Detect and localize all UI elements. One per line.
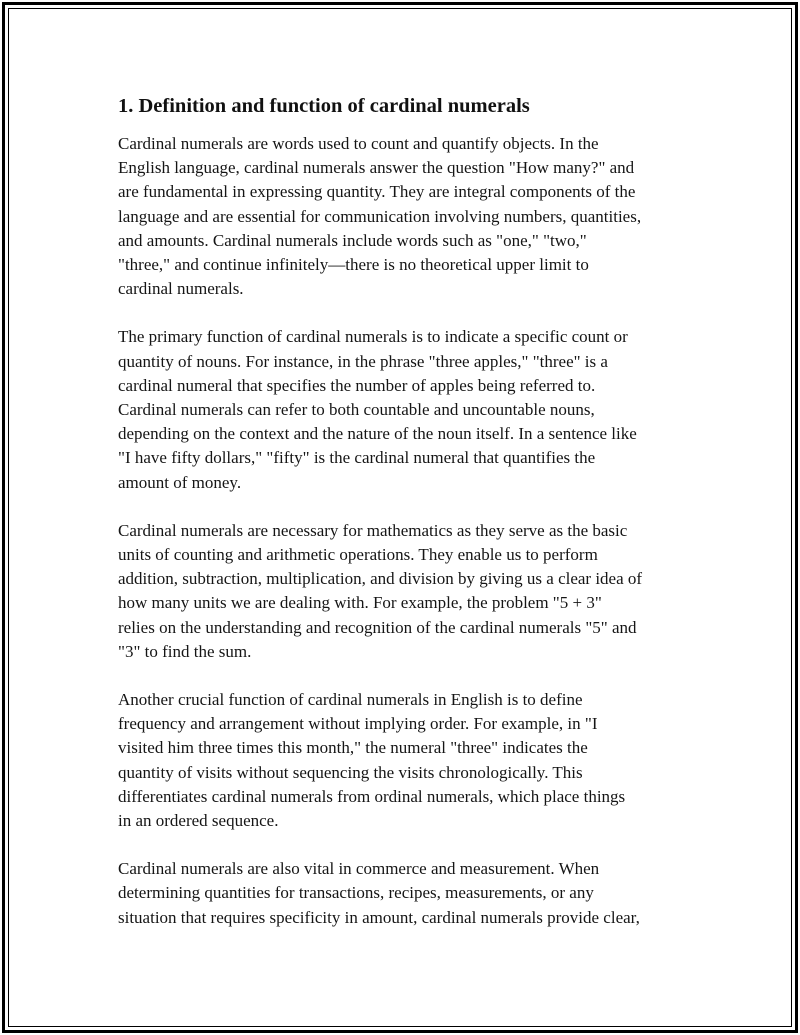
paragraph-definition [118, 132, 698, 301]
paragraph-mathematics [118, 519, 698, 664]
text-line: Cardinal numerals are necessary for mathematics as they serve as the basic [118, 520, 628, 540]
text-line: English language, cardinal numerals answer the question "How many?" and [118, 158, 635, 178]
text-line: how many units we are dealing with. For example, the problem "5 + 3" [118, 593, 602, 613]
text-line: and amounts. Cardinal numerals include words such as "one," "two," [118, 230, 587, 250]
text-line: cardinal numeral that specifies the number of apples being referred to. [118, 375, 596, 395]
text-line: quantity of visits without sequencing the visits chronologically. This [118, 762, 583, 782]
document-page [118, 94, 698, 954]
text-line: determining quantities for transactions, recipes, measurements, or any [118, 883, 594, 903]
text-line: "I have fifty dollars," "fifty" is the cardinal numeral that quantifies the [118, 448, 596, 468]
text-line: depending on the context and the nature of the noun itself. In a sentence like [118, 424, 637, 444]
text-line: Another crucial function of cardinal numerals in English is to define [118, 690, 583, 710]
text-line: relies on the understanding and recognition of the cardinal numerals "5" and [118, 617, 637, 637]
text-line: Cardinal numerals can refer to both countable and uncountable nouns, [118, 400, 595, 420]
section-heading: 1. Definition and function of cardinal numerals [118, 95, 530, 117]
text-line: quantity of nouns. For instance, in the phrase "three apples," "three" is a [118, 351, 608, 371]
text-line: are fundamental in expressing quantity. They are integral components of the [118, 182, 636, 202]
text-line: in an ordered sequence. [118, 811, 279, 831]
text-line: units of counting and arithmetic operations. They enable us to perform [118, 545, 598, 565]
text-line: frequency and arrangement without implying order. For example, in "I [118, 714, 598, 734]
text-line: situation that requires specificity in amount, cardinal numerals provide clear, [118, 907, 640, 927]
text-line: "3" to find the sum. [118, 641, 252, 661]
text-line: Cardinal numerals are also vital in commerce and measurement. When [118, 859, 600, 879]
text-line: "three," and continue infinitely—there is no theoretical upper limit to [118, 255, 589, 275]
text-line: cardinal numerals. [118, 279, 244, 299]
text-line: language and are essential for communication involving numbers, quantities, [118, 206, 642, 226]
text-line: differentiates cardinal numerals from ordinal numerals, which place things [118, 786, 626, 806]
text-line: visited him three times this month," the numeral "three" indicates the [118, 738, 588, 758]
paragraph-frequency [118, 688, 698, 833]
text-line: addition, subtraction, multiplication, and division by giving us a clear idea of [118, 569, 643, 589]
text-line: amount of money. [118, 472, 242, 492]
text-line: Cardinal numerals are words used to count and quantify objects. In the [118, 134, 599, 153]
paragraph-commerce [118, 857, 698, 930]
text-line: The primary function of cardinal numerals is to indicate a specific count or [118, 327, 628, 347]
paragraph-primary-function [118, 325, 698, 494]
